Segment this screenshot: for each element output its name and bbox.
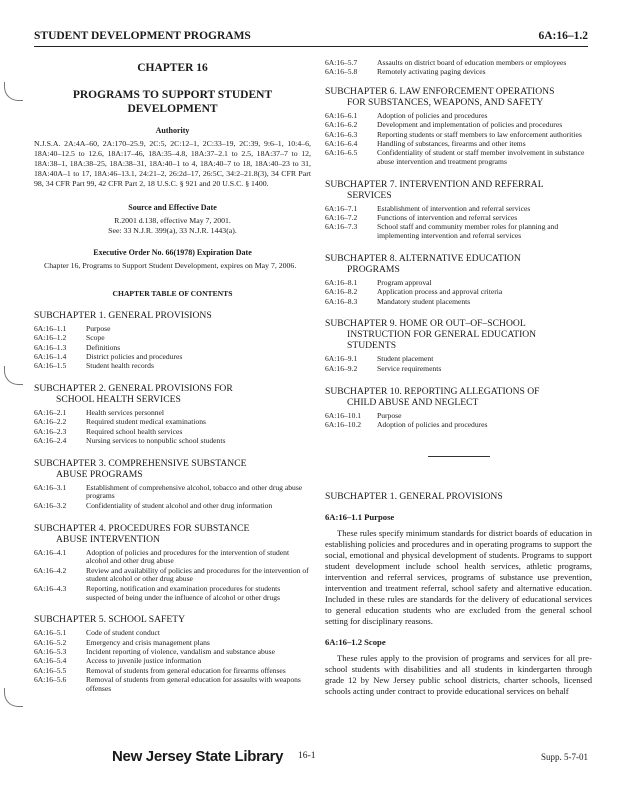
toc-entry-code: 6A:16–2.1 [34, 407, 67, 417]
section-text-purpose: These rules specify minimum standards for district boards of education in establishing policies and procedures and in operating programs to support the social, emotional and physical development of students. Programs to support student development include school health services, athletic programs, intervention and referral services, programs of substance use prevention, intervention and treatment referral, school safety and alternative education. Included in these rules are standards for the delivery of educational services to general education students who are excluded from the general school setting for disciplinary reasons. [325, 527, 592, 626]
toc-entry-code: 6A:16–2.3 [34, 426, 67, 436]
toc-entry [34, 657, 311, 666]
executive-heading: Executive Order No. 66(1978) Expiration Date [93, 248, 252, 257]
source-heading: Source and Effective Date [128, 203, 217, 212]
toc-entry-text: Removal of students from general education for assaults with weapons offenses [86, 674, 301, 693]
toc-entry-text: Removal of students from general education for firearms offenses [86, 665, 286, 675]
toc-entry-code: 6A:16–2.4 [34, 435, 67, 445]
section-text-scope: These rules apply to the provision of programs and services for all pre-school students with disabilities and all students in kindergarten through grade 12 by New Jersey public school districts, charter schools, licensed schools acting under contract to provide educational services on behalf [325, 652, 592, 696]
subchapter-8-entries [325, 279, 592, 306]
toc-entry-code: 6A:16–6.5 [325, 148, 358, 158]
toc-entry [34, 502, 311, 511]
toc-entry-text: Code of student conduct [86, 628, 161, 638]
toc-entry-text: Assaults on district board of education members or employees [377, 58, 567, 67]
margin-mark [4, 82, 23, 101]
page-number: 16-1 [298, 750, 316, 761]
toc-entry-text: Health services personnel [86, 407, 165, 417]
toc-entry-text: Confidentiality of student alcohol and other drug information [86, 500, 273, 510]
toc-entry-text: Establishment of intervention and referral services [377, 203, 531, 213]
toc-entry-code: 6A:16–5.4 [34, 656, 67, 666]
subchapter-2-entries [34, 409, 311, 446]
toc-entry-code: 6A:16–9.2 [325, 363, 358, 373]
executive-text: Chapter 16, Programs to Support Student Development, expires on May 7, 2006. [44, 261, 297, 270]
toc-entry [34, 567, 311, 585]
toc-entry [34, 325, 311, 334]
source-text: R.2001 d.138, effective May 7, 2001. See: 33 N.J.R. 399(a), 33 N.J.R. 1443(a). [108, 216, 237, 235]
toc-entry-text: Development and implementation of policies and procedures [377, 120, 563, 130]
toc-entry-code: 6A:16–4.1 [34, 547, 67, 557]
toc-entry-code: 6A:16–4.3 [34, 583, 67, 593]
chapter-label: CHAPTER 16 [137, 62, 208, 74]
toc-entry [34, 585, 311, 603]
toc-entry-code: 6A:16–8.1 [325, 278, 358, 288]
subchapter-2-title: SUBCHAPTER 2. GENERAL PROVISIONS FOR SCHOOL HEALTH SERVICES [34, 382, 233, 405]
subchapter-7-entries [325, 205, 592, 241]
toc-entry-text: Review and availability of policies and procedures for the intervention of student alcohol or other drug abuse [86, 565, 309, 584]
toc-entry-text: District policies and procedures [86, 351, 183, 361]
toc-entry-text: School staff and community member roles for planning and implementing intervention and referral services [377, 222, 559, 241]
toc-entry [34, 353, 311, 362]
toc-entry-code: 6A:16–1.1 [34, 324, 67, 333]
toc-entry [325, 149, 592, 167]
section-heading-scope: 6A:16–1.2 Scope [325, 636, 386, 647]
toc-entry-code: 6A:16–7.1 [325, 203, 358, 213]
toc-entry-code: 6A:16–6.1 [325, 111, 358, 121]
authority-text: N.J.S.A. 2A:4A–60, 2A:170–25.9, 2C:5, 2C:12–1, 2C:33–19, 2C:39, 9:6–1, 10:4–6, 18A:40–12.5 to 12.6, 18A:17–46, 18A:35–4.8, 18A:37–2.1 to 2.5, 18A:37–7 to 12, 18A:38–1, 18A:38–25, 18A:38–31, 18A:40–1 to 4, 18A:40–7 to 18, 18A:40–23 to 31, 18A:40A–1 to 17, 18A:46–13.1, 24:21–2, 26:2d–17, 26:5C, 34:2–21.8(3), 34 CFR Part 98, 34 CFR Part 99, 42 CFR Part 2, 18 U.S.C. § 921 and 20 U.S.C. § 1400. [34, 139, 311, 188]
toc-entry-text: Definitions [86, 342, 121, 352]
toc-entry-code: 6A:16–5.3 [34, 646, 67, 656]
divider [428, 456, 490, 457]
toc-entry-text: Program approval [377, 278, 432, 288]
toc-entry-code: 6A:16–6.3 [325, 129, 358, 139]
subchapter-4-title: SUBCHAPTER 4. PROCEDURES FOR SUBSTANCE ABUSE INTERVENTION [34, 522, 250, 545]
toc-entry [34, 484, 311, 502]
toc-entry [325, 421, 592, 430]
toc-entry-code: 6A:16–5.8 [325, 67, 358, 77]
subchapter-3-title: SUBCHAPTER 3. COMPREHENSIVE SUBSTANCE ABUSE PROGRAMS [34, 457, 247, 480]
toc-entry-text: Scope [86, 333, 105, 343]
toc-entry-text: Mandatory student placements [377, 296, 471, 306]
toc-entry-text: Remotely activating paging devices [377, 67, 486, 77]
toc-entry-text: Functions of intervention and referral services [377, 213, 518, 223]
toc-entry-code: 6A:16–6.2 [325, 120, 358, 130]
toc-entry-code: 6A:16–10.1 [325, 410, 362, 420]
subchapter-6-title: SUBCHAPTER 6. LAW ENFORCEMENT OPERATIONS FOR SUBSTANCES, WEAPONS, AND SAFETY [325, 86, 555, 109]
running-header [34, 28, 588, 47]
toc-entry-text: Confidentiality of student or staff member involvement in substance abuse intervention and treatment programs [377, 148, 585, 167]
subchapter-5-title: SUBCHAPTER 5. SCHOOL SAFETY [34, 614, 186, 626]
toc-entry [34, 676, 311, 694]
toc-entry-text: Adoption of policies and procedures [377, 419, 488, 429]
subchapter-9-title: SUBCHAPTER 9. HOME OR OUT–OF–SCHOOL INSTRUCTION FOR GENERAL EDUCATION STUDENTS [325, 318, 537, 352]
toc-entry-text: Purpose [86, 324, 111, 333]
margin-mark [4, 366, 23, 385]
toc-entry-text: Reporting, notification and examination procedures for students suspected of being under the influence of alcohol or other drugs [86, 583, 281, 602]
toc-entry-text: Adoption of policies and procedures for the intervention of student alcohol and other drug abuse [86, 547, 290, 566]
toc-entry [34, 437, 311, 446]
toc-entry-code: 6A:16–3.1 [34, 482, 67, 492]
right-column [325, 56, 592, 697]
toc-entry-code: 6A:16–6.4 [325, 138, 358, 148]
toc-entry [34, 667, 311, 676]
toc-entry-text: Application process and approval criteria [377, 287, 503, 297]
toc-entry [34, 549, 311, 567]
toc-entry [34, 334, 311, 343]
supplement-date: Supp. 5-7-01 [541, 752, 588, 762]
toc-entry-text: Purpose [377, 410, 402, 420]
toc-entry-code: 6A:16–5.7 [325, 58, 358, 67]
toc-entry-code: 6A:16–5.5 [34, 665, 67, 675]
toc-entry-code: 6A:16–2.2 [34, 417, 67, 427]
toc-entry-code: 6A:16–3.2 [34, 500, 67, 510]
toc-entry-text: Nursing services to nonpublic school students [86, 435, 226, 445]
toc-entry-code: 6A:16–5.1 [34, 628, 67, 638]
subchapter-3-entries [34, 484, 311, 511]
section-heading-purpose: 6A:16–1.1 Purpose [325, 511, 395, 522]
subchapter-5-entries-continued [325, 59, 592, 77]
header-section: 6A:16–1.2 [538, 30, 588, 42]
toc-entry [325, 365, 592, 374]
toc-entry-code: 6A:16–4.2 [34, 565, 67, 575]
subchapter-10-title: SUBCHAPTER 10. REPORTING ALLEGATIONS OF CHILD ABUSE AND NEGLECT [325, 385, 540, 408]
subchapter-5-entries [34, 629, 311, 693]
toc-entry-code: 6A:16–5.6 [34, 674, 67, 684]
toc-entry-text: Establishment of comprehensive alcohol, tobacco and other drug abuse programs [86, 482, 303, 501]
toc-entry-text: Required student medical examinations [86, 417, 206, 427]
toc-entry-code: 6A:16–7.3 [325, 222, 358, 232]
library-logo: New Jersey State Library [112, 748, 284, 765]
subchapter-6-entries [325, 112, 592, 167]
body-subchapter-title: SUBCHAPTER 1. GENERAL PROVISIONS [325, 490, 503, 502]
toc-entry-text: Access to juvenile justice information [86, 656, 202, 666]
toc-heading: CHAPTER TABLE OF CONTENTS [112, 289, 233, 298]
toc-entry [34, 362, 311, 371]
left-column [34, 56, 311, 694]
toc-entry [325, 355, 592, 364]
toc-entry-text: Handling of substances, firearms and other items [377, 138, 526, 148]
toc-entry-code: 6A:16–8.2 [325, 287, 358, 297]
toc-entry [325, 223, 592, 241]
toc-entry-text: Student health records [86, 361, 154, 371]
toc-entry [34, 629, 311, 638]
toc-entry-code: 6A:16–1.5 [34, 361, 67, 371]
subchapter-10-entries [325, 412, 592, 430]
toc-entry-text: Student placement [377, 354, 434, 364]
subchapter-7-title: SUBCHAPTER 7. INTERVENTION AND REFERRAL SERVICES [325, 178, 544, 201]
toc-entry-code: 6A:16–1.3 [34, 342, 67, 352]
margin-mark [4, 688, 23, 707]
subchapter-1-title: SUBCHAPTER 1. GENERAL PROVISIONS [34, 310, 212, 321]
subchapter-9-entries [325, 355, 592, 373]
toc-entry-code: 6A:16–1.4 [34, 351, 67, 361]
authority-heading: Authority [155, 126, 190, 135]
header-title: STUDENT DEVELOPMENT PROGRAMS [34, 30, 251, 42]
toc-entry-code: 6A:16–8.3 [325, 296, 358, 306]
subchapter-4-entries [34, 549, 311, 603]
toc-entry-text: Reporting students or staff members to law enforcement authorities [377, 129, 582, 139]
toc-entry-text: Required school health services [86, 426, 183, 436]
toc-entry-text: Emergency and crisis management plans [86, 637, 210, 647]
chapter-title: PROGRAMS TO SUPPORT STUDENT DEVELOPMENT [72, 89, 273, 115]
toc-entry-text: Service requirements [377, 363, 442, 373]
toc-entry-code: 6A:16–7.2 [325, 213, 358, 223]
toc-entry-code: 6A:16–1.2 [34, 333, 67, 343]
toc-entry-code: 6A:16–5.2 [34, 637, 67, 647]
toc-entry-code: 6A:16–9.1 [325, 354, 358, 364]
toc-entry-code: 6A:16–10.2 [325, 419, 362, 429]
toc-entry [325, 288, 592, 297]
subchapter-1-entries [34, 325, 311, 371]
toc-entry [325, 121, 592, 130]
toc-entry-text: Adoption of policies and procedures [377, 111, 488, 121]
toc-entry [34, 418, 311, 427]
toc-entry-text: Incident reporting of violence, vandalism and substance abuse [86, 646, 275, 656]
toc-entry [325, 68, 592, 77]
subchapter-8-title: SUBCHAPTER 8. ALTERNATIVE EDUCATION PROGRAMS [325, 253, 521, 276]
page-footer [34, 748, 588, 772]
toc-entry [325, 298, 592, 307]
